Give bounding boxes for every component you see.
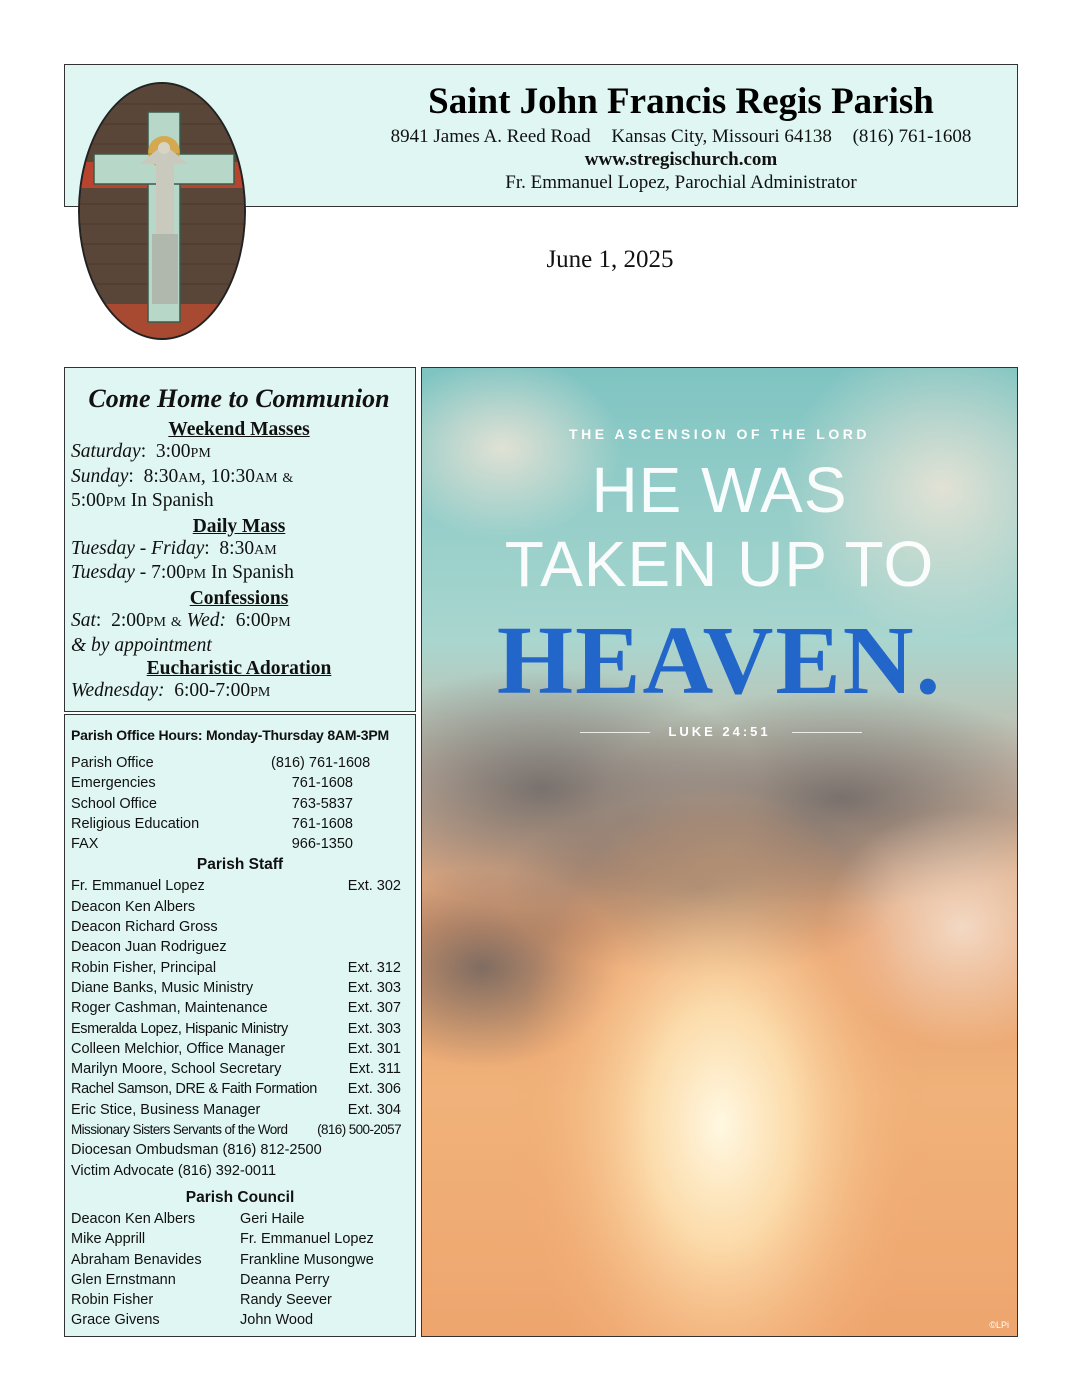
contact-number: 761-1608: [291, 775, 353, 792]
council-row: [71, 1310, 409, 1330]
staff-name: Deacon Ken Albers: [71, 898, 196, 915]
staff-row: [71, 998, 409, 1018]
cover-line3: HEAVEN.: [496, 607, 943, 715]
staff-list: [71, 876, 409, 1120]
city: Kansas City, Missouri 64138: [611, 126, 832, 147]
contact-list: [71, 753, 409, 854]
contact-number: (816) 761-1608: [271, 755, 371, 771]
council-member: Deacon Ken Albers: [71, 1210, 196, 1227]
street: 8941 James A. Reed Road: [390, 126, 591, 147]
mass-title: Come Home to Communion: [88, 384, 390, 413]
staff-name: Fr. Emmanuel Lopez: [71, 878, 205, 895]
ombudsman-row: Diocesan Ombudsman (816) 812-2500: [71, 1142, 322, 1159]
weekend-head: Weekend Masses: [168, 419, 310, 440]
staff-extension: Ext. 306: [347, 1081, 401, 1098]
staff-row: [71, 958, 409, 978]
contact-row: [71, 794, 409, 814]
contact-row: [71, 773, 409, 793]
staff-name: Eric Stice, Business Manager: [71, 1101, 261, 1118]
council-list: [71, 1209, 409, 1331]
confess-head: Confessions: [189, 587, 289, 609]
parish-address: [365, 125, 997, 149]
staff-row: [71, 876, 409, 896]
staff-extension: [401, 897, 409, 917]
staff-name: Deacon Richard Gross: [71, 919, 218, 936]
crucifix-image: [78, 82, 246, 340]
staff-head: Parish Staff: [196, 856, 284, 874]
staff-extension: Ext. 302: [347, 878, 401, 895]
cover-line1: HE WAS: [591, 454, 848, 526]
staff-extension: Ext. 311: [348, 1061, 401, 1078]
mass-schedule: [64, 367, 416, 712]
parish-name: Saint John Francis Regis Parish: [428, 81, 934, 122]
contact-number: 761-1608: [291, 815, 353, 832]
contact-row: [71, 814, 409, 834]
contact-number: 763-5837: [291, 795, 353, 812]
staff-row: [71, 917, 409, 937]
victim-row: Victim Advocate (816) 392-0011: [71, 1162, 277, 1179]
contact-name: Emergencies: [71, 775, 156, 792]
contact-row: [71, 753, 409, 773]
council-member: Mike Apprill: [71, 1231, 146, 1248]
tuesday-line: Tuesday - 7:00PM In Spanish: [71, 562, 294, 584]
staff-row: [71, 1079, 409, 1099]
council-member: Fr. Emmanuel Lopez: [240, 1231, 374, 1248]
missionary-row: Missionary Sisters Servants of the Word (816) 500-2057: [71, 1122, 401, 1138]
staff-name: Diane Banks, Music Ministry: [71, 979, 254, 996]
cover-credit: ©LPi: [989, 1320, 1009, 1330]
council-row: [71, 1290, 409, 1310]
contact-number: 966-1350: [291, 836, 353, 853]
staff-extension: Ext. 301: [347, 1040, 401, 1057]
office-hours: Parish Office Hours: Monday-Thursday 8AM-3PM: [71, 727, 389, 743]
council-member: Grace Givens: [71, 1312, 160, 1329]
cover-line2: TAKEN UP TO: [504, 528, 935, 600]
council-row: [71, 1270, 409, 1290]
contact-name: Religious Education: [71, 815, 200, 832]
council-member: Abraham Benavides: [71, 1251, 202, 1268]
bulletin-date: June 1, 2025: [546, 246, 674, 273]
adoration-line: Wednesday: 6:00-7:00PM: [71, 680, 271, 702]
staff-row: [71, 1059, 409, 1079]
website-link[interactable]: www.stregischurch.com: [584, 149, 778, 170]
council-member: Robin Fisher: [71, 1292, 154, 1309]
daily-head: Daily Mass: [192, 515, 286, 537]
staff-extension: Ext. 312: [347, 959, 401, 976]
staff-name: Robin Fisher, Principal: [71, 959, 217, 976]
council-row: [71, 1229, 409, 1249]
staff-name: Deacon Juan Rodriguez: [71, 939, 227, 956]
office-info: [64, 714, 416, 1337]
council-row: [71, 1250, 409, 1270]
staff-name: Esmeralda Lopez, Hispanic Ministry: [71, 1020, 288, 1037]
staff-name: Marilyn Moore, School Secretary: [71, 1061, 282, 1078]
administrator: Fr. Emmanuel Lopez, Parochial Administrator: [505, 172, 857, 193]
council-row: [71, 1209, 409, 1229]
council-member: John Wood: [240, 1312, 314, 1329]
staff-extension: Ext. 307: [347, 1000, 401, 1017]
confess-line: Sat: 2:00PM & Wed: 6:00PM: [71, 609, 291, 631]
staff-extension: [401, 917, 409, 937]
ascension-artwork: [421, 367, 1018, 1337]
staff-row: [71, 978, 409, 998]
cover-reference: LUKE 24:51: [668, 724, 771, 739]
sunday-spanish-line: 5:00PM In Spanish: [71, 490, 214, 512]
staff-row: [71, 937, 409, 957]
sunday-line: Sunday: 8:30AM, 10:30AM &: [71, 465, 294, 487]
staff-name: Colleen Melchior, Office Manager: [71, 1040, 286, 1057]
appointment-line: & by appointment: [71, 634, 212, 656]
council-head: Parish Council: [185, 1188, 295, 1206]
council-member: Randy Seever: [240, 1292, 332, 1309]
reference-rule-right: [792, 732, 862, 733]
staff-row: [71, 897, 409, 917]
staff-row: [71, 1100, 409, 1120]
phone: (816) 761-1608: [852, 126, 972, 147]
council-member: Glen Ernstmann: [71, 1271, 176, 1288]
adoration-head: Eucharistic Adoration: [146, 658, 332, 680]
saturday-line: Saturday: 3:00PM: [71, 441, 211, 462]
staff-name: Rachel Samson, DRE & Faith Formation: [71, 1081, 317, 1098]
cover-kicker: THE ASCENSION OF THE LORD: [569, 426, 870, 442]
contact-name: FAX: [71, 836, 99, 853]
staff-extension: Ext. 303: [347, 1020, 401, 1037]
daily-line: Tuesday - Friday: 8:30AM: [71, 537, 277, 559]
staff-extension: Ext. 303: [347, 979, 401, 996]
council-member: Deanna Perry: [240, 1271, 330, 1288]
staff-name: Roger Cashman, Maintenance: [71, 1000, 268, 1017]
contact-row: [71, 834, 409, 854]
staff-extension: [401, 937, 409, 957]
header-text: [365, 81, 997, 195]
staff-row: [71, 1039, 409, 1059]
staff-row: [71, 1019, 409, 1039]
council-member: Geri Haile: [240, 1210, 305, 1227]
staff-extension: Ext. 304: [347, 1101, 401, 1118]
contact-name: School Office: [71, 795, 157, 812]
contact-name: Parish Office: [71, 755, 154, 771]
council-member: Frankline Musongwe: [240, 1251, 374, 1268]
